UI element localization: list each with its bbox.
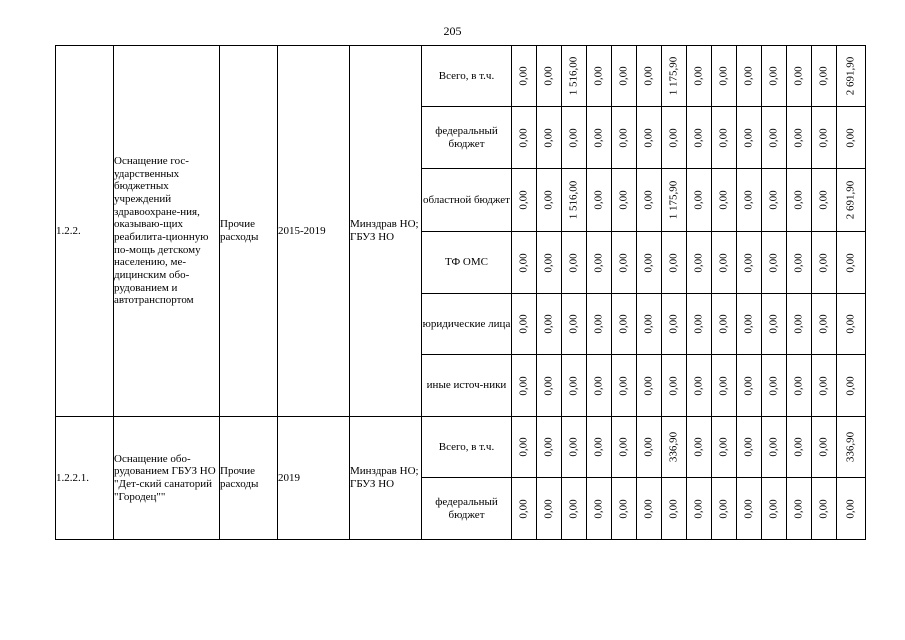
value-text: 0,00 bbox=[817, 498, 830, 519]
value-text: 0,00 bbox=[517, 375, 530, 396]
value-text: 1 175,90 bbox=[667, 56, 680, 96]
value-cell bbox=[537, 46, 562, 107]
value-cell bbox=[712, 107, 737, 169]
row-period: 2019 bbox=[278, 417, 350, 540]
value-cell bbox=[637, 46, 662, 107]
value-cell bbox=[637, 355, 662, 417]
value-cell bbox=[537, 355, 562, 417]
budget-table bbox=[55, 45, 866, 540]
value-cell bbox=[662, 232, 687, 294]
value-text: 0,00 bbox=[792, 498, 805, 519]
value-text: 0,00 bbox=[817, 314, 830, 334]
value-text: 0,00 bbox=[767, 375, 780, 396]
value-cell bbox=[562, 355, 587, 417]
value-cell bbox=[512, 417, 537, 478]
value-text: 0,00 bbox=[667, 127, 680, 148]
value-text: 0,00 bbox=[542, 314, 555, 334]
value-cell bbox=[562, 46, 587, 107]
value-text: 0,00 bbox=[642, 437, 655, 457]
value-text: 0,00 bbox=[717, 437, 730, 457]
value-cell bbox=[562, 294, 587, 355]
value-cell bbox=[512, 232, 537, 294]
value-text: 0,00 bbox=[717, 375, 730, 396]
value-cell bbox=[762, 417, 787, 478]
value-cell bbox=[537, 417, 562, 478]
row-name: Оснащение обо-рудованием ГБУЗ НО "Дет-ский санаторий "Городец"" bbox=[114, 417, 220, 540]
value-cell bbox=[762, 169, 787, 232]
value-cell bbox=[762, 294, 787, 355]
value-text: 0,00 bbox=[517, 252, 530, 273]
table-row bbox=[56, 46, 866, 107]
value-cell bbox=[762, 355, 787, 417]
value-cell bbox=[537, 169, 562, 232]
value-cell bbox=[737, 107, 762, 169]
value-cell bbox=[537, 294, 562, 355]
row-kind: Прочие расходы bbox=[220, 417, 278, 540]
value-text: 0,00 bbox=[742, 314, 755, 334]
value-cell bbox=[637, 232, 662, 294]
value-cell bbox=[687, 294, 712, 355]
value-text: 0,00 bbox=[617, 252, 630, 273]
value-text: 0,00 bbox=[717, 314, 730, 334]
value-text: 0,00 bbox=[767, 190, 780, 210]
value-text: 0,00 bbox=[592, 498, 605, 519]
value-cell bbox=[787, 355, 812, 417]
value-text: 0,00 bbox=[542, 252, 555, 273]
value-cell bbox=[787, 232, 812, 294]
value-cell bbox=[637, 107, 662, 169]
value-text: 0,00 bbox=[767, 314, 780, 334]
value-cell bbox=[587, 46, 612, 107]
value-text: 0,00 bbox=[844, 375, 857, 396]
value-cell bbox=[587, 294, 612, 355]
value-text: 0,00 bbox=[542, 437, 555, 457]
value-text: 0,00 bbox=[517, 314, 530, 334]
value-cell bbox=[712, 169, 737, 232]
value-text: 1 175,90 bbox=[667, 180, 680, 220]
value-cell bbox=[737, 232, 762, 294]
value-text: 1 516,00 bbox=[567, 56, 580, 96]
row-kind: Прочие расходы bbox=[220, 46, 278, 417]
value-text: 0,00 bbox=[517, 66, 530, 86]
value-cell bbox=[812, 294, 837, 355]
value-cell bbox=[737, 46, 762, 107]
value-cell bbox=[712, 232, 737, 294]
value-text: 0,00 bbox=[844, 127, 857, 148]
value-text: 0,00 bbox=[567, 127, 580, 148]
value-text: 0,00 bbox=[592, 66, 605, 86]
value-cell bbox=[837, 232, 866, 294]
value-cell bbox=[812, 169, 837, 232]
value-cell bbox=[787, 417, 812, 478]
value-cell bbox=[737, 478, 762, 540]
value-cell bbox=[562, 107, 587, 169]
value-cell bbox=[712, 417, 737, 478]
value-text: 0,00 bbox=[844, 314, 857, 334]
value-text: 0,00 bbox=[667, 314, 680, 334]
value-text: 0,00 bbox=[642, 66, 655, 86]
value-cell bbox=[837, 355, 866, 417]
value-text: 0,00 bbox=[642, 375, 655, 396]
value-text: 0,00 bbox=[617, 127, 630, 148]
value-cell bbox=[837, 107, 866, 169]
page-number: 205 bbox=[443, 24, 462, 38]
value-cell bbox=[612, 294, 637, 355]
value-text: 0,00 bbox=[692, 127, 705, 148]
value-cell bbox=[712, 294, 737, 355]
value-cell bbox=[662, 294, 687, 355]
value-text: 0,00 bbox=[792, 66, 805, 86]
value-text: 0,00 bbox=[617, 437, 630, 457]
funding-source-label: федеральный бюджет bbox=[422, 107, 512, 169]
value-text: 0,00 bbox=[692, 498, 705, 519]
value-cell bbox=[687, 355, 712, 417]
value-cell bbox=[612, 107, 637, 169]
value-text: 0,00 bbox=[517, 127, 530, 148]
value-text: 0,00 bbox=[792, 375, 805, 396]
value-text: 0,00 bbox=[742, 437, 755, 457]
value-text: 0,00 bbox=[767, 127, 780, 148]
value-cell bbox=[612, 417, 637, 478]
funding-source-label: ТФ ОМС bbox=[422, 232, 512, 294]
value-cell bbox=[637, 294, 662, 355]
value-text: 0,00 bbox=[817, 190, 830, 210]
value-cell bbox=[787, 478, 812, 540]
value-text: 0,00 bbox=[542, 127, 555, 148]
value-text: 0,00 bbox=[592, 314, 605, 334]
value-text: 0,00 bbox=[792, 314, 805, 334]
value-text: 0,00 bbox=[844, 498, 857, 519]
value-cell bbox=[687, 232, 712, 294]
value-cell bbox=[537, 478, 562, 540]
funding-source-label: юридические лица bbox=[422, 294, 512, 355]
value-cell bbox=[787, 107, 812, 169]
value-cell bbox=[637, 417, 662, 478]
value-cell bbox=[662, 355, 687, 417]
value-cell bbox=[837, 478, 866, 540]
funding-source-label: областной бюджет bbox=[422, 169, 512, 232]
value-cell bbox=[837, 46, 866, 107]
value-cell bbox=[737, 169, 762, 232]
value-cell bbox=[662, 417, 687, 478]
value-text: 0,00 bbox=[792, 127, 805, 148]
value-cell bbox=[837, 169, 866, 232]
value-text: 0,00 bbox=[592, 190, 605, 210]
funding-source-label: иные источ-ники bbox=[422, 355, 512, 417]
value-cell bbox=[712, 355, 737, 417]
value-cell bbox=[537, 107, 562, 169]
value-cell bbox=[612, 232, 637, 294]
value-cell bbox=[587, 417, 612, 478]
value-text: 0,00 bbox=[817, 252, 830, 273]
value-text: 0,00 bbox=[567, 375, 580, 396]
value-text: 2 691,90 bbox=[844, 56, 857, 96]
value-cell bbox=[662, 478, 687, 540]
value-text: 2 691,90 bbox=[844, 180, 857, 220]
value-cell bbox=[512, 478, 537, 540]
value-text: 0,00 bbox=[542, 190, 555, 210]
row-name: Оснащение гос-ударственных бюджетных учреждений здравоохране-ния, оказываю-щих реабилита-ционную по-мощь детскому населению, ме-дицинским обо-рудованием и автотранспортом bbox=[114, 46, 220, 417]
value-text: 0,00 bbox=[692, 437, 705, 457]
value-cell bbox=[562, 417, 587, 478]
value-text: 0,00 bbox=[592, 252, 605, 273]
value-text: 0,00 bbox=[567, 498, 580, 519]
value-cell bbox=[737, 294, 762, 355]
value-text: 0,00 bbox=[592, 375, 605, 396]
value-cell bbox=[837, 417, 866, 478]
value-cell bbox=[762, 46, 787, 107]
value-text: 0,00 bbox=[617, 498, 630, 519]
value-cell bbox=[512, 294, 537, 355]
value-text: 0,00 bbox=[767, 66, 780, 86]
row-code: 1.2.2.1. bbox=[56, 417, 114, 540]
table-row bbox=[56, 417, 866, 478]
value-text: 0,00 bbox=[717, 190, 730, 210]
value-text: 0,00 bbox=[792, 252, 805, 273]
value-text: 0,00 bbox=[642, 498, 655, 519]
value-text: 0,00 bbox=[792, 190, 805, 210]
value-cell bbox=[687, 417, 712, 478]
value-text: 0,00 bbox=[592, 437, 605, 457]
value-cell bbox=[637, 169, 662, 232]
value-cell bbox=[612, 169, 637, 232]
value-cell bbox=[662, 107, 687, 169]
value-text: 0,00 bbox=[767, 252, 780, 273]
value-cell bbox=[687, 107, 712, 169]
value-cell bbox=[612, 355, 637, 417]
value-text: 0,00 bbox=[817, 66, 830, 86]
value-text: 0,00 bbox=[817, 375, 830, 396]
value-text: 0,00 bbox=[767, 498, 780, 519]
value-cell bbox=[587, 169, 612, 232]
value-cell bbox=[662, 46, 687, 107]
value-text: 0,00 bbox=[692, 375, 705, 396]
funding-source-label: Всего, в т.ч. bbox=[422, 46, 512, 107]
value-text: 0,00 bbox=[517, 498, 530, 519]
value-cell bbox=[762, 478, 787, 540]
value-cell bbox=[512, 107, 537, 169]
value-text: 0,00 bbox=[742, 498, 755, 519]
value-text: 0,00 bbox=[717, 498, 730, 519]
value-text: 0,00 bbox=[717, 252, 730, 273]
value-text: 0,00 bbox=[717, 66, 730, 86]
value-text: 0,00 bbox=[567, 437, 580, 457]
value-cell bbox=[812, 232, 837, 294]
value-text: 0,00 bbox=[642, 127, 655, 148]
value-cell bbox=[662, 169, 687, 232]
value-text: 0,00 bbox=[742, 252, 755, 273]
value-text: 0,00 bbox=[592, 127, 605, 148]
value-cell bbox=[512, 46, 537, 107]
value-text: 0,00 bbox=[817, 437, 830, 457]
value-cell bbox=[812, 355, 837, 417]
value-text: 0,00 bbox=[742, 190, 755, 210]
value-cell bbox=[687, 46, 712, 107]
value-text: 1 516,00 bbox=[567, 180, 580, 220]
value-cell bbox=[687, 478, 712, 540]
value-cell bbox=[762, 107, 787, 169]
value-text: 0,00 bbox=[617, 66, 630, 86]
value-text: 0,00 bbox=[617, 190, 630, 210]
value-text: 0,00 bbox=[742, 66, 755, 86]
value-text: 0,00 bbox=[517, 437, 530, 457]
value-text: 0,00 bbox=[542, 375, 555, 396]
row-executor: Минздрав НО; ГБУЗ НО bbox=[350, 417, 422, 540]
value-cell bbox=[612, 46, 637, 107]
value-text: 0,00 bbox=[667, 498, 680, 519]
value-text: 0,00 bbox=[844, 252, 857, 273]
value-cell bbox=[512, 355, 537, 417]
value-cell bbox=[787, 169, 812, 232]
value-cell bbox=[612, 478, 637, 540]
funding-source-label: федеральный бюджет bbox=[422, 478, 512, 540]
value-cell bbox=[812, 46, 837, 107]
value-cell bbox=[587, 107, 612, 169]
value-cell bbox=[562, 232, 587, 294]
value-text: 0,00 bbox=[567, 314, 580, 334]
value-cell bbox=[812, 107, 837, 169]
value-text: 0,00 bbox=[792, 437, 805, 457]
value-cell bbox=[762, 232, 787, 294]
value-cell bbox=[537, 232, 562, 294]
value-text: 0,00 bbox=[717, 127, 730, 148]
value-cell bbox=[837, 294, 866, 355]
value-cell bbox=[587, 355, 612, 417]
funding-source-label: Всего, в т.ч. bbox=[422, 417, 512, 478]
value-cell bbox=[512, 169, 537, 232]
value-text: 0,00 bbox=[692, 66, 705, 86]
value-text: 0,00 bbox=[517, 190, 530, 210]
value-text: 0,00 bbox=[692, 190, 705, 210]
row-period: 2015-2019 bbox=[278, 46, 350, 417]
row-executor: Минздрав НО; ГБУЗ НО bbox=[350, 46, 422, 417]
value-text: 0,00 bbox=[617, 314, 630, 334]
value-cell bbox=[812, 417, 837, 478]
value-cell bbox=[587, 232, 612, 294]
value-text: 0,00 bbox=[542, 66, 555, 86]
value-text: 0,00 bbox=[692, 314, 705, 334]
value-text: 0,00 bbox=[767, 437, 780, 457]
value-text: 0,00 bbox=[642, 314, 655, 334]
value-text: 0,00 bbox=[667, 252, 680, 273]
value-text: 0,00 bbox=[567, 252, 580, 273]
value-cell bbox=[812, 478, 837, 540]
value-cell bbox=[737, 417, 762, 478]
value-text: 0,00 bbox=[667, 375, 680, 396]
value-cell bbox=[787, 46, 812, 107]
value-cell bbox=[587, 478, 612, 540]
value-cell bbox=[737, 355, 762, 417]
value-text: 0,00 bbox=[742, 375, 755, 396]
value-text: 336,90 bbox=[667, 431, 680, 463]
value-cell bbox=[712, 46, 737, 107]
value-text: 0,00 bbox=[617, 375, 630, 396]
value-text: 0,00 bbox=[642, 252, 655, 273]
row-code: 1.2.2. bbox=[56, 46, 114, 417]
value-cell bbox=[687, 169, 712, 232]
value-cell bbox=[562, 169, 587, 232]
value-text: 0,00 bbox=[642, 190, 655, 210]
value-text: 336,90 bbox=[844, 431, 857, 463]
value-cell bbox=[637, 478, 662, 540]
value-text: 0,00 bbox=[817, 127, 830, 148]
value-text: 0,00 bbox=[542, 498, 555, 519]
value-cell bbox=[787, 294, 812, 355]
value-text: 0,00 bbox=[692, 252, 705, 273]
value-cell bbox=[562, 478, 587, 540]
value-cell bbox=[712, 478, 737, 540]
value-text: 0,00 bbox=[742, 127, 755, 148]
